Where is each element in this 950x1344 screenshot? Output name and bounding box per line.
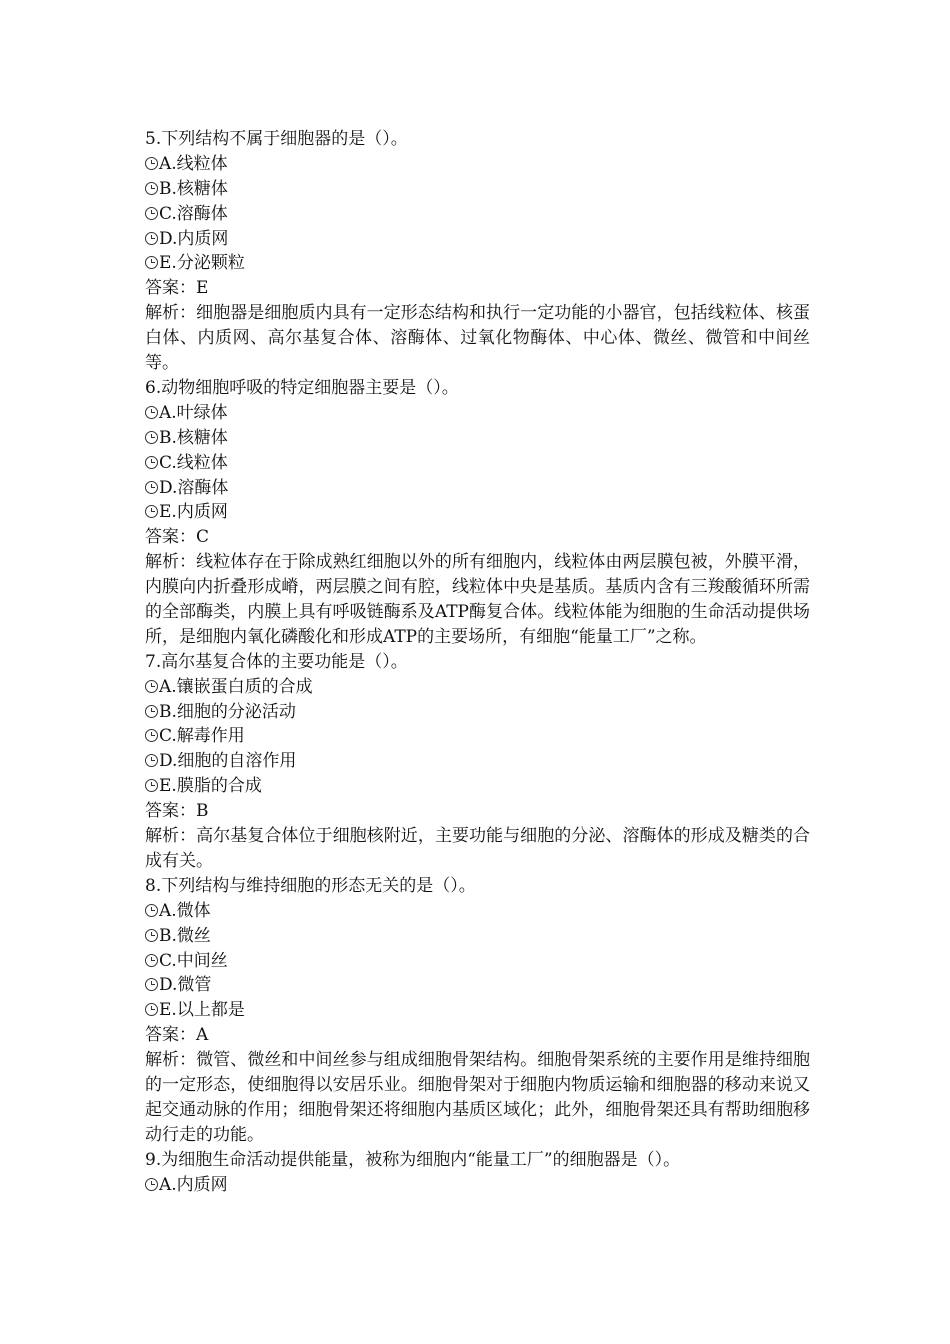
option-label: C.解毒作用 xyxy=(159,726,245,747)
option-label: A.线粒体 xyxy=(159,153,228,174)
option-label: D.微管 xyxy=(159,975,212,996)
question-stem: 7.高尔基复合体的主要功能是（）。 xyxy=(145,651,408,672)
option-a[interactable] xyxy=(145,401,810,426)
clock-icon xyxy=(145,157,158,170)
option-label: A.镶嵌蛋白质的合成 xyxy=(159,676,313,697)
option-label: D.内质网 xyxy=(159,228,229,249)
option-b[interactable] xyxy=(145,924,810,949)
clock-icon xyxy=(145,1178,158,1191)
option-label: E.分泌颗粒 xyxy=(159,253,245,274)
option-label: B.核糖体 xyxy=(159,427,228,448)
clock-icon xyxy=(145,481,158,494)
option-d[interactable] xyxy=(145,749,810,774)
clock-icon xyxy=(145,207,158,220)
option-c[interactable] xyxy=(145,451,810,476)
option-a[interactable] xyxy=(145,899,810,924)
option-label: A.叶绿体 xyxy=(159,402,228,423)
clock-icon xyxy=(145,1003,158,1016)
option-b[interactable] xyxy=(145,700,810,725)
analysis: 解析：高尔基复合体位于细胞核附近，主要功能与细胞的分泌、溶酶体的形成及糖类的合成有关。 xyxy=(145,826,810,871)
option-a[interactable] xyxy=(145,675,810,700)
question-stem: 8.下列结构与维持细胞的形态无关的是（）。 xyxy=(145,875,476,896)
clock-icon xyxy=(145,256,158,269)
question-7 xyxy=(145,650,810,874)
analysis: 解析：细胞器是细胞质内具有一定形态结构和执行一定功能的小器官，包括线粒体、核蛋白体、内质网、高尔基复合体、溶酶体、过氧化物酶体、中心体、微丝、微管和中间丝等。 xyxy=(145,303,810,374)
clock-icon xyxy=(145,754,158,767)
clock-icon xyxy=(145,779,158,792)
question-9 xyxy=(145,1148,810,1198)
option-label: D.细胞的自溶作用 xyxy=(159,751,297,772)
question-5 xyxy=(145,127,810,376)
option-label: D.溶酶体 xyxy=(159,477,229,498)
clock-icon xyxy=(145,729,158,742)
option-b[interactable] xyxy=(145,177,810,202)
clock-icon xyxy=(145,456,158,469)
option-c[interactable] xyxy=(145,724,810,749)
option-label: E.内质网 xyxy=(159,502,228,523)
option-label: B.核糖体 xyxy=(159,178,228,199)
option-label: C.线粒体 xyxy=(159,452,228,473)
option-label: A.微体 xyxy=(159,900,211,921)
option-label: C.溶酶体 xyxy=(159,203,228,224)
option-e[interactable] xyxy=(145,251,810,276)
document-page xyxy=(145,127,810,1198)
option-c[interactable] xyxy=(145,202,810,227)
clock-icon xyxy=(145,929,158,942)
clock-icon xyxy=(145,705,158,718)
option-label: C.中间丝 xyxy=(159,950,228,971)
analysis: 解析：微管、微丝和中间丝参与组成细胞骨架结构。细胞骨架系统的主要作用是维持细胞的一定形态，使细胞得以安居乐业。细胞骨架对于细胞内物质运输和细胞器的移动来说又起交通动脉的作用；细胞骨架还将细胞内基质区域化；此外，细胞骨架还具有帮助细胞移动行走的功能。 xyxy=(145,1050,810,1145)
answer: 答案：E xyxy=(145,278,209,299)
clock-icon xyxy=(145,406,158,419)
option-label: E.以上都是 xyxy=(159,1000,245,1021)
clock-icon xyxy=(145,182,158,195)
analysis: 解析：线粒体存在于除成熟红细胞以外的所有细胞内，线粒体由两层膜包被，外膜平滑，内膜向内折叠形成嵴，两层膜之间有腔，线粒体中央是基质。基质内含有三羧酸循环所需的全部酶类，内膜上具有呼吸链酶系及ATP酶复合体。线粒体能为细胞的生命活动提供场所，是细胞内氧化磷酸化和形成ATP的主要场所，有细胞“能量工厂”之称。 xyxy=(145,552,810,647)
question-8 xyxy=(145,874,810,1148)
option-label: A.内质网 xyxy=(159,1174,228,1195)
option-e[interactable] xyxy=(145,500,810,525)
answer: 答案：A xyxy=(145,1025,209,1046)
clock-icon xyxy=(145,232,158,245)
option-label: B.细胞的分泌活动 xyxy=(159,701,296,722)
question-stem: 5.下列结构不属于细胞器的是（）。 xyxy=(145,129,408,149)
option-label: E.膜脂的合成 xyxy=(159,776,262,797)
option-e[interactable] xyxy=(145,774,810,799)
clock-icon xyxy=(145,904,158,917)
clock-icon xyxy=(145,978,158,991)
question-stem: 6.动物细胞呼吸的特定细胞器主要是（）。 xyxy=(145,377,459,398)
option-a[interactable] xyxy=(145,152,810,177)
option-d[interactable] xyxy=(145,227,810,252)
clock-icon xyxy=(145,431,158,444)
question-6 xyxy=(145,376,810,650)
question-stem: 9.为细胞生命活动提供能量，被称为细胞内“能量工厂”的细胞器是（）。 xyxy=(145,1149,681,1170)
option-d[interactable] xyxy=(145,973,810,998)
option-a[interactable] xyxy=(145,1173,810,1198)
option-e[interactable] xyxy=(145,998,810,1023)
option-d[interactable] xyxy=(145,476,810,501)
option-label: B.微丝 xyxy=(159,925,211,946)
answer: 答案：B xyxy=(145,801,209,822)
clock-icon xyxy=(145,680,158,693)
option-b[interactable] xyxy=(145,426,810,451)
clock-icon xyxy=(145,954,158,967)
clock-icon xyxy=(145,505,158,518)
answer: 答案：C xyxy=(145,527,210,548)
option-c[interactable] xyxy=(145,949,810,974)
